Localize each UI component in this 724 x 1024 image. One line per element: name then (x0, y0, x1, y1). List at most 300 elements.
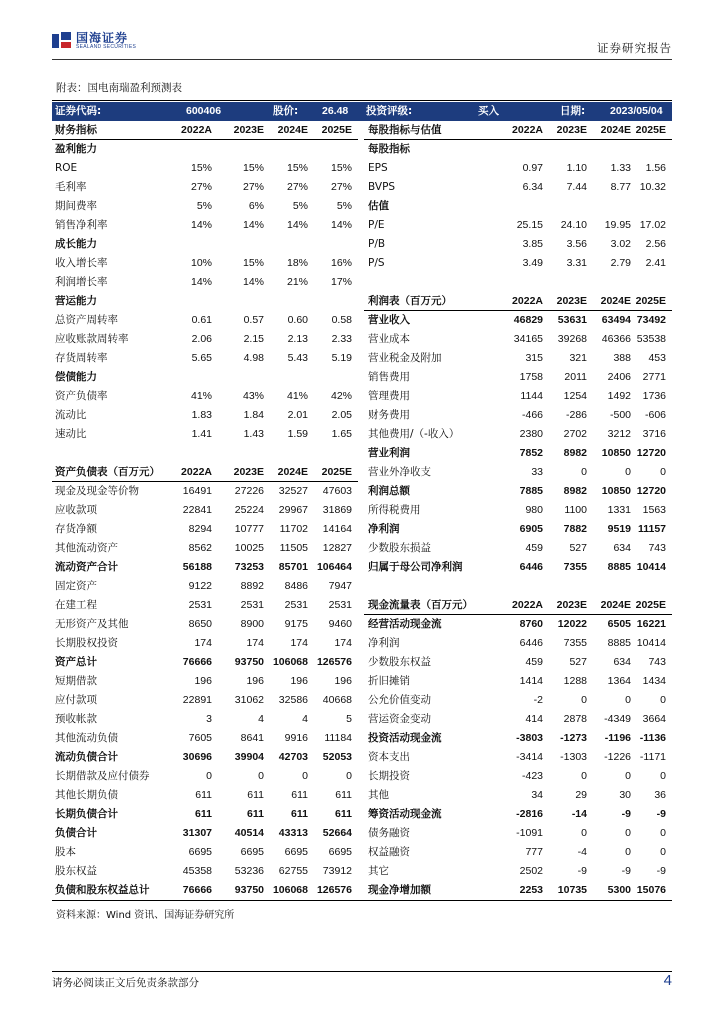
right-row-value: 10.32 (639, 181, 666, 193)
right-row-value: 1736 (642, 390, 666, 402)
left-row-value: 6695 (188, 846, 212, 858)
left-row-value: 196 (194, 675, 212, 687)
table-row (52, 615, 672, 634)
left-row-label: 营运能力 (55, 295, 97, 307)
left-row-value: 11184 (324, 732, 352, 744)
right-row-value: 743 (648, 542, 666, 554)
right-row-value: -423 (521, 770, 543, 782)
right-row-label: 净利润 (368, 637, 400, 649)
left-row-label: 长期借款及应付债券 (55, 770, 150, 782)
right-row-value: 321 (569, 352, 587, 364)
right-row-value: 7.44 (566, 181, 587, 193)
left-row-value: 27226 (234, 485, 264, 497)
left-row-label: 资产负债表（百万元） (55, 466, 160, 478)
right-row-value: 0 (625, 770, 631, 782)
table-row (52, 406, 672, 425)
right-row-value: -286 (565, 409, 587, 421)
left-row-value: 62755 (278, 865, 308, 877)
left-row-value: 30696 (182, 751, 212, 763)
company-logo (52, 32, 136, 50)
right-row-label: 现金流量表（百万元） (368, 599, 473, 611)
right-row-value: 7852 (519, 447, 543, 459)
right-row-value: 3.02 (610, 238, 631, 250)
left-row-value: 31869 (322, 504, 352, 516)
left-row-value: 52664 (322, 827, 352, 839)
left-row-value: 2531 (328, 599, 352, 611)
right-row-label: 经营活动现金流 (368, 618, 442, 630)
right-row-label: 长期投资 (368, 770, 410, 782)
left-row-label: 财务指标 (55, 124, 97, 136)
right-row-value: 1.10 (566, 162, 587, 174)
left-row-value: 2531 (188, 599, 212, 611)
right-row-value: 3.56 (566, 238, 587, 250)
right-row-value: 0.97 (522, 162, 543, 174)
left-row-label: 流动比 (55, 409, 87, 421)
right-row-value: 2022A (512, 599, 543, 611)
right-row-label: 每股指标 (368, 143, 410, 155)
left-row-value: 14% (242, 219, 264, 231)
left-row-value: 2.01 (287, 409, 308, 421)
logo-icon (52, 32, 72, 50)
left-row-value: 27% (190, 181, 212, 193)
right-row-value: 29 (575, 789, 587, 801)
table-row (52, 121, 672, 140)
left-row-value: 43313 (278, 827, 308, 839)
left-row-label: 销售净利率 (55, 219, 108, 231)
right-row-value: 12720 (636, 447, 666, 459)
left-row-value: 27% (330, 181, 352, 193)
table-row (52, 596, 672, 615)
left-row-value: 4.98 (243, 352, 264, 364)
left-row-value: 5% (336, 200, 352, 212)
right-row-value: 1364 (607, 675, 631, 687)
right-row-value: 315 (525, 352, 543, 364)
left-row-value: 14164 (322, 523, 352, 535)
left-row-value: 31062 (234, 694, 264, 706)
table-row (52, 881, 672, 900)
left-row-value: 2022A (181, 124, 212, 136)
right-row-value: 7885 (519, 485, 543, 497)
right-row-value: 73492 (636, 314, 666, 326)
right-row-value: 8885 (607, 561, 631, 573)
left-row-value: 40668 (322, 694, 352, 706)
left-row-value: 4 (302, 713, 308, 725)
right-row-value: -14 (571, 808, 587, 820)
table-row (52, 824, 672, 843)
forecast-table (52, 102, 672, 901)
left-row-value: 31307 (182, 827, 212, 839)
left-row-value: 21% (286, 276, 308, 288)
right-row-value: -9 (577, 865, 587, 877)
left-row-label: 股东权益 (55, 865, 97, 877)
page-header (52, 30, 672, 60)
right-row-label: 营业利润 (368, 447, 410, 459)
right-row-value: 0 (581, 466, 587, 478)
right-row-value: 33 (531, 466, 543, 478)
right-row-value: 15076 (636, 884, 666, 896)
table-row (52, 672, 672, 691)
left-row-label: 无形资产及其他 (55, 618, 129, 630)
left-row-label: 应收款项 (55, 504, 97, 516)
left-row-value: 5 (346, 713, 352, 725)
left-row-label: 盈利能力 (55, 143, 97, 155)
right-row-label: 资本支出 (368, 751, 410, 763)
left-row-value: 0 (346, 770, 352, 782)
left-row-value: 2025E (321, 124, 352, 136)
left-row-label: 成长能力 (55, 238, 97, 250)
left-row-value: 0 (258, 770, 264, 782)
left-row-label: 期间费率 (55, 200, 97, 212)
logo-english-name: SEALAND SECURITIES (76, 44, 137, 50)
right-row-value: 24.10 (560, 219, 587, 231)
right-row-value: 2025E (635, 599, 666, 611)
right-row-value: 388 (613, 352, 631, 364)
left-row-value: 126576 (316, 884, 352, 896)
right-row-value: 7355 (563, 637, 587, 649)
right-row-value: 12720 (636, 485, 666, 497)
left-row-value: 16491 (182, 485, 212, 497)
right-row-label: 权益融资 (368, 846, 410, 858)
table-row (52, 767, 672, 786)
left-row-value: 76666 (182, 656, 212, 668)
left-row-value: 39904 (234, 751, 264, 763)
left-row-value: 2.06 (191, 333, 212, 345)
right-row-value: 1.56 (645, 162, 666, 174)
right-row-value: 0 (660, 827, 666, 839)
left-row-value: 8294 (188, 523, 212, 535)
table-row (52, 178, 672, 197)
left-row-label: 毛利率 (55, 181, 87, 193)
left-row-value: 93750 (234, 884, 264, 896)
left-row-label: 应收账款周转率 (55, 333, 129, 345)
right-row-value: 634 (613, 656, 631, 668)
left-row-value: 611 (291, 789, 308, 801)
table-row (52, 140, 672, 159)
right-row-value: 16221 (636, 618, 666, 630)
right-row-value: 30 (619, 789, 631, 801)
right-row-value: 2771 (642, 371, 666, 383)
table-row (52, 387, 672, 406)
right-row-label: 筹资活动现金流 (368, 808, 442, 820)
right-row-value: 36 (654, 789, 666, 801)
left-row-value: 0.58 (331, 314, 352, 326)
right-row-value: -1226 (604, 751, 631, 763)
right-row-label: BVPS (368, 181, 396, 193)
right-row-label: P/S (368, 257, 385, 269)
left-row-value: 5.65 (191, 352, 212, 364)
right-row-value: 34 (531, 789, 543, 801)
table-row (52, 634, 672, 653)
left-row-value: 27% (242, 181, 264, 193)
left-row-value: 8562 (188, 542, 212, 554)
left-row-value: 2023E (233, 466, 264, 478)
left-row-value: 2.13 (287, 333, 308, 345)
right-row-value: 3664 (642, 713, 666, 725)
left-row-value: 2.33 (331, 333, 352, 345)
right-row-value: 1144 (520, 390, 543, 402)
right-row-label: 财务费用 (368, 409, 410, 421)
right-row-value: 2380 (519, 428, 543, 440)
right-row-label: 销售费用 (368, 371, 410, 383)
left-row-value: 196 (246, 675, 264, 687)
right-row-label: 营业税金及附加 (368, 352, 442, 364)
table-top-rule (52, 100, 672, 101)
left-row-value: 5.19 (331, 352, 352, 364)
right-row-value: 10850 (601, 485, 631, 497)
right-row-value: 10850 (601, 447, 631, 459)
left-row-label: 应付款项 (55, 694, 97, 706)
right-row-value: 2.79 (610, 257, 631, 269)
right-row-label: 现金净增加额 (368, 884, 431, 896)
left-row-value: 2.15 (243, 333, 264, 345)
left-row-value: 14% (286, 219, 308, 231)
left-row-value: 2531 (240, 599, 264, 611)
left-row-value: 611 (247, 808, 264, 820)
left-row-value: 53236 (234, 865, 264, 877)
table-row (52, 235, 672, 254)
left-row-label: 在建工程 (55, 599, 97, 611)
right-row-value: 2253 (519, 884, 543, 896)
right-row-label: P/E (368, 219, 385, 231)
right-row-value: 7355 (563, 561, 587, 573)
left-row-value: 1.41 (191, 428, 212, 440)
right-row-value: 53538 (636, 333, 666, 345)
left-row-value: 6695 (328, 846, 352, 858)
table-row (52, 311, 672, 330)
data-source: 资料来源：Wind 资讯、国海证券研究所 (56, 910, 235, 921)
table-row (52, 444, 672, 463)
left-row-label: 存货周转率 (55, 352, 108, 364)
right-row-value: 8.77 (610, 181, 631, 193)
right-row-label: 所得税费用 (368, 504, 421, 516)
table-row (52, 862, 672, 881)
stock-code: 600406 (186, 105, 222, 117)
left-row-value: 43% (242, 390, 264, 402)
right-row-value: 6905 (519, 523, 543, 535)
right-row-value: 0 (581, 827, 587, 839)
left-row-value: 5% (196, 200, 212, 212)
right-row-value: 46829 (513, 314, 543, 326)
right-row-value: 0 (625, 846, 631, 858)
left-row-label: 长期股权投资 (55, 637, 118, 649)
left-row-label: 其他长期负债 (55, 789, 118, 801)
left-row-value: 611 (335, 789, 352, 801)
left-row-label: 长期负债合计 (55, 808, 118, 820)
left-row-value: 15% (190, 162, 212, 174)
right-row-value: 0 (625, 827, 631, 839)
table-row (52, 368, 672, 387)
table-row (52, 159, 672, 178)
right-row-label: 折旧摊销 (368, 675, 410, 687)
left-row-value: 611 (247, 789, 264, 801)
right-row-value: 1492 (607, 390, 631, 402)
right-row-value: 2878 (563, 713, 587, 725)
left-row-value: 7947 (328, 580, 352, 592)
date-label: 日期: (560, 105, 586, 117)
table-row (52, 558, 672, 577)
left-row-value: 1.59 (287, 428, 308, 440)
left-row-value: 6695 (240, 846, 264, 858)
left-row-value: 174 (246, 637, 264, 649)
right-row-value: 10414 (636, 561, 666, 573)
table-row (52, 786, 672, 805)
left-row-value: 8650 (188, 618, 212, 630)
right-row-value: -9 (656, 865, 666, 877)
right-row-label: 营业收入 (368, 314, 410, 326)
left-row-value: 32586 (278, 694, 308, 706)
right-row-value: 2022A (512, 295, 543, 307)
right-row-value: 2502 (519, 865, 543, 877)
table-title: 附表：国电南瑞盈利预测表 (56, 82, 182, 94)
table-row (52, 273, 672, 292)
left-row-label: 存货净额 (55, 523, 97, 535)
right-row-value: 2011 (564, 371, 587, 383)
left-row-value: 2024E (277, 124, 308, 136)
left-row-value: 14% (330, 219, 352, 231)
left-row-value: 9175 (284, 618, 308, 630)
right-row-value: -2 (533, 694, 543, 706)
right-row-value: 0 (625, 694, 631, 706)
right-row-label: 少数股东损益 (368, 542, 431, 554)
left-row-value: 4 (258, 713, 264, 725)
right-row-value: 0 (660, 466, 666, 478)
right-row-value: 1.33 (610, 162, 631, 174)
right-row-label: 利润表（百万元） (368, 295, 452, 307)
report-date: 2023/05/04 (610, 105, 663, 117)
left-row-value: 6% (248, 200, 264, 212)
left-row-value: 106068 (272, 656, 308, 668)
right-row-label: P/B (368, 238, 386, 250)
table-row (52, 520, 672, 539)
right-row-label: 公允价值变动 (368, 694, 431, 706)
info-bar (52, 102, 672, 121)
table-row (52, 710, 672, 729)
footer-disclaimer: 请务必阅读正文后免责条款部分 (52, 977, 199, 989)
right-row-value: -2816 (516, 808, 543, 820)
left-row-value: 2022A (181, 466, 212, 478)
right-row-value: 3.31 (566, 257, 587, 269)
right-row-value: 7882 (563, 523, 587, 535)
right-row-value: 19.95 (604, 219, 631, 231)
table-row (52, 539, 672, 558)
table-row (52, 501, 672, 520)
right-row-value: 453 (648, 352, 666, 364)
left-row-value: 174 (334, 637, 352, 649)
left-row-value: 47603 (322, 485, 352, 497)
left-row-value: 10% (190, 257, 212, 269)
table-bottom-rule (52, 900, 672, 901)
left-row-value: 73912 (322, 865, 352, 877)
right-row-value: 6446 (519, 637, 543, 649)
left-row-value: 1.43 (243, 428, 264, 440)
left-row-value: 1.83 (191, 409, 212, 421)
left-row-value: 196 (334, 675, 352, 687)
right-row-value: 1288 (563, 675, 587, 687)
left-row-value: 93750 (234, 656, 264, 668)
left-row-value: 10025 (234, 542, 264, 554)
left-row-label: 资产总计 (55, 656, 97, 668)
right-row-label: 估值 (368, 200, 389, 212)
right-row-value: -1091 (516, 827, 543, 839)
right-row-value: 9519 (607, 523, 631, 535)
right-row-value: 2024E (600, 124, 631, 136)
right-row-value: 0 (581, 694, 587, 706)
left-row-value: 42% (330, 390, 352, 402)
right-row-value: 11157 (637, 523, 666, 535)
left-row-label: 其他流动负债 (55, 732, 118, 744)
left-row-label: 总资产周转率 (55, 314, 118, 326)
table-row (52, 463, 672, 482)
left-row-value: 17% (330, 276, 352, 288)
right-row-value: 459 (525, 656, 543, 668)
left-row-value: 2023E (233, 124, 264, 136)
right-row-label: 少数股东权益 (368, 656, 431, 668)
right-row-value: 1434 (642, 675, 666, 687)
left-row-value: 52053 (322, 751, 352, 763)
right-row-value: -1136 (639, 732, 666, 744)
table-row (52, 349, 672, 368)
left-row-value: 611 (195, 789, 212, 801)
right-row-value: 25.15 (516, 219, 543, 231)
right-row-value: 34165 (513, 333, 543, 345)
left-row-value: 22891 (182, 694, 212, 706)
right-row-value: 2024E (600, 599, 631, 611)
left-row-value: 15% (330, 162, 352, 174)
right-row-label: EPS (368, 162, 388, 174)
right-row-value: 527 (569, 656, 587, 668)
investment-rating: 买入 (478, 105, 499, 117)
left-row-value: 2531 (284, 599, 308, 611)
left-row-label: 资产负债率 (55, 390, 108, 402)
table-row (52, 216, 672, 235)
right-row-value: 527 (569, 542, 587, 554)
left-row-label: 速动比 (55, 428, 87, 440)
right-row-value: 634 (613, 542, 631, 554)
right-row-value: 2025E (635, 295, 666, 307)
left-row-value: 14% (242, 276, 264, 288)
left-row-value: 5.43 (287, 352, 308, 364)
right-row-label: 营运资金变动 (368, 713, 431, 725)
right-row-value: 777 (525, 846, 543, 858)
left-row-value: 611 (335, 808, 352, 820)
table-row (52, 425, 672, 444)
right-row-value: 1331 (607, 504, 631, 516)
right-row-value: -1273 (560, 732, 587, 744)
left-row-value: 12827 (322, 542, 352, 554)
right-row-value: 1563 (642, 504, 666, 516)
right-row-value: -9 (621, 808, 631, 820)
report-type: 证券研究报告 (597, 41, 672, 55)
right-row-value: 2023E (556, 124, 587, 136)
left-row-value: 14% (190, 219, 212, 231)
left-row-value: 9122 (188, 580, 212, 592)
table-row (52, 691, 672, 710)
right-row-value: 1758 (519, 371, 543, 383)
table-row (52, 482, 672, 501)
left-row-value: 174 (194, 637, 212, 649)
left-row-label: 偿债能力 (55, 371, 97, 383)
right-row-value: -1303 (560, 751, 587, 763)
table-row (52, 653, 672, 672)
right-row-label: 利润总额 (368, 485, 410, 497)
left-row-value: 73253 (234, 561, 264, 573)
right-row-value: 2.56 (645, 238, 666, 250)
right-row-value: 2023E (556, 295, 587, 307)
right-row-value: 3.49 (522, 257, 543, 269)
right-row-value: 10735 (557, 884, 587, 896)
left-row-value: 25224 (234, 504, 264, 516)
logo-name: 国海证券 (76, 31, 129, 45)
